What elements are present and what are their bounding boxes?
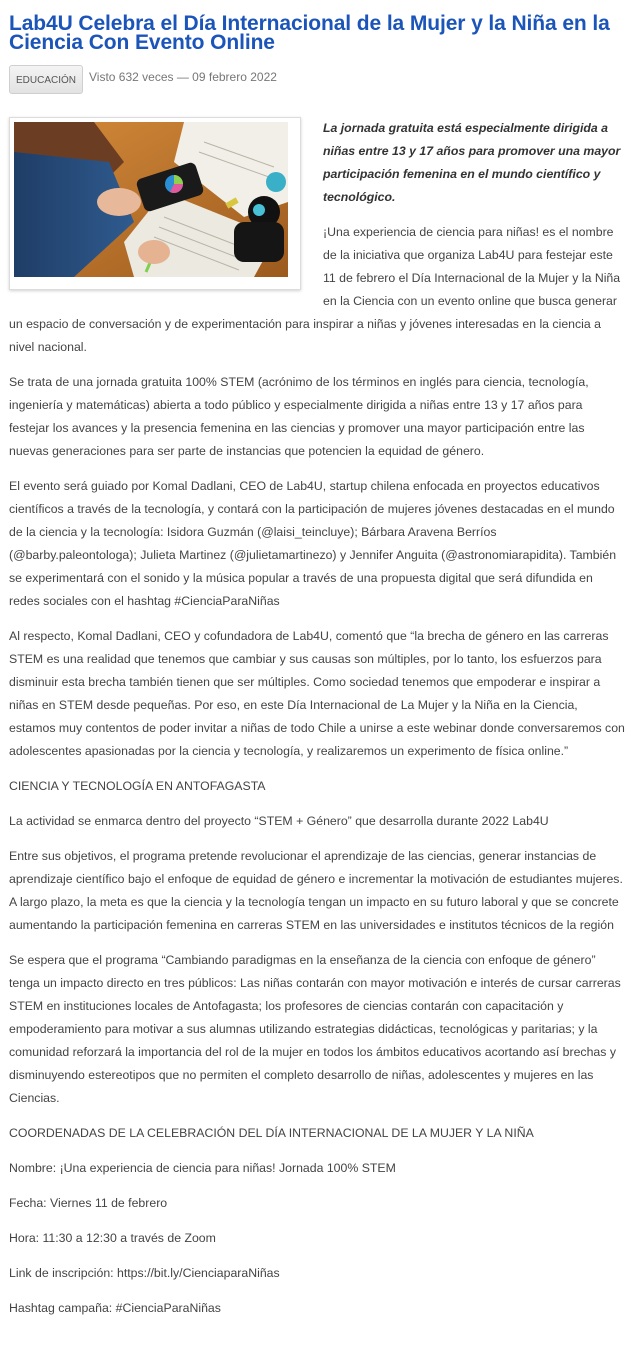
section-heading: CIENCIA Y TECNOLOGÍA EN ANTOFAGASTA [9,779,266,793]
article-lead: La jornada gratuita está especialmente dirigida a niñas entre 13 y 17 años para promover una mayor participación femenina en el mundo científico y tecnológico. [323,121,621,204]
article-paragraph: El evento será guiado por Komal Dadlani, CEO de Lab4U, startup chilena enfocada en proyectos educativos científicos a través de la tecnología, y contará con la participación de mujeres jóvenes destacadas en el mundo de la ciencia y la tecnología: Isidora Guzmán (@laisi_teincluye); Bárbara Aravena Berríos (@barby.paleontologa); Julieta Martinez (@julietamartinezo) y Jennifer Anguita (@astronomiarapidita). También se experimentará con el sonido y la música popular a través de una propuesta digital que será difundida en redes sociales con el hashtag #CienciaParaNiñas [9,479,617,608]
article-paragraph: Entre sus objetivos, el programa pretende revolucionar el aprendizaje de las ciencias, generar instancias de aprendizaje científico bajo el enfoque de equidad de género e incrementar la motivación de estudiantes mujeres. A largo plazo, la meta es que la ciencia y la tecnología tengan un impacto en su futuro laboral y que se concrete aumentando la participación femenina en carreras STEM en las universidades e institutos técnicos de la región [9,849,623,932]
article-paragraph: Al respecto, Komal Dadlani, CEO y cofundadora de Lab4U, comentó que “la brecha de género en las carreras STEM es una realidad que tenemos que cambiar y sus causas son múltiples, por lo tanto, los esfuerzos para disminuir esta brecha también tienen que ser múltiples. Como sociedad tenemos que empoderar e inspirar a niñas en STEM desde pequeñas. Por eso, en este Día Internacional de La Mujer y la Niña en la Ciencia, estamos muy contentos de poder invitar a niñas de todo Chile a unirse a este webinar donde conversaremos con adolescentes apasionadas por la ciencia y tecnología, y realizaremos un experimento de física online.” [9,629,625,758]
campaign-hashtag: Hashtag campaña: #CienciaParaNiñas [9,1301,221,1315]
section-heading: COORDENADAS DE LA CELEBRACIÓN DEL DÍA INTERNACIONAL DE LA MUJER Y LA NIÑA [9,1126,534,1140]
registration-link[interactable]: Link de inscripción: https://bit.ly/CienciaparaNiñas [9,1266,280,1280]
article-paragraph: ¡Una experiencia de ciencia para niñas! es el nombre de la iniciativa que organiza Lab4U para festejar este 11 de febrero el Día Internacional de la Mujer y la Niña en la Ciencia con un evento online que busca generar un espacio de conversación y de experimentación para inspirar a niñas y jóvenes interesadas en la ciencia a nivel nacional. [9,225,621,354]
article-paragraph: Se espera que el programa “Cambiando paradigmas en la enseñanza de la ciencia con enfoque de género” tenga un impacto directo en tres públicos: Las niñas contarán con mayor motivación e interés de cursar carreras STEM en instituciones locales de Antofagasta; los profesores de ciencias contarán con capacitación y empoderamiento para motivar a sus alumnas utilizando estrategias didácticas, tecnológicas y paritarias; y la comunidad reforzará la importancia del rol de la mujer en todos los ámbitos educativos acortando así brechas y disminuyendo estereotipos que no permiten el completo desarrollo de niñas, adolescentes y mujeres en las Ciencias. [9,953,621,1105]
article-title[interactable]: Lab4U Celebra el Día Internacional de la Mujer y la Niña en la Ciencia Con Evento Online [9,12,610,54]
article-body [9,117,625,1320]
category-badge[interactable]: EDUCACIÓN [9,65,83,94]
article-image [9,117,301,290]
article-meta [9,64,625,94]
event-date: Fecha: Viernes 11 de febrero [9,1196,168,1210]
event-name: Nombre: ¡Una experiencia de ciencia para niñas! Jornada 100% STEM [9,1161,396,1175]
views-and-date: Visto 632 veces — 09 febrero 2022 [89,70,277,84]
event-time: Hora: 11:30 a 12:30 a través de Zoom [9,1231,216,1245]
article-paragraph: Se trata de una jornada gratuita 100% STEM (acrónimo de los términos en inglés para ciencia, tecnología, ingeniería y matemáticas) abierta a todo público y especialmente dirigida a niñas entre 13 y 17 años para festejar los avances y la presencia femenina en las ciencias y promover una mayor participación entre las nuevas generaciones para ser parte de instancias que potencien la equidad de género. [9,375,589,458]
article-paragraph: La actividad se enmarca dentro del proyecto “STEM + Género” que desarrolla durante 2022 Lab4U [9,814,549,828]
students-with-smartphone-photo [14,122,288,277]
